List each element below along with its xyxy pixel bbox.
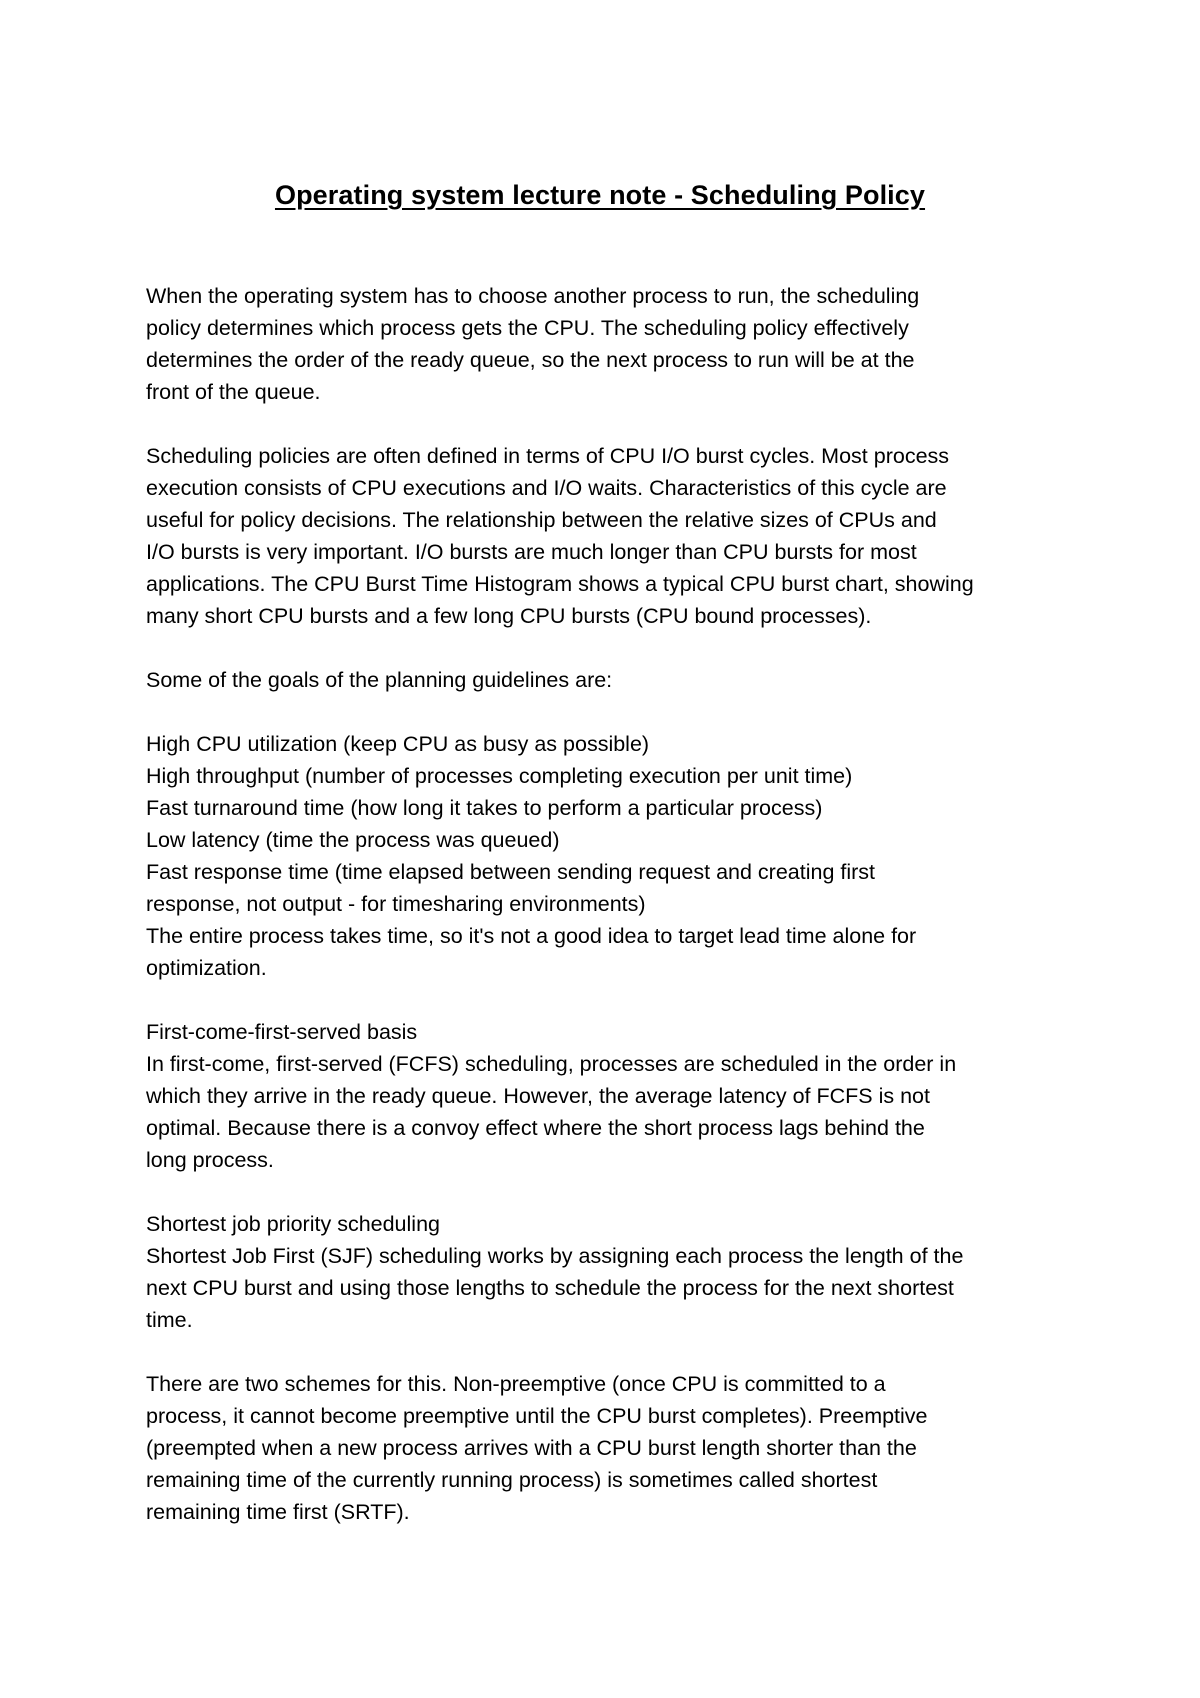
paragraph-sjf	[146, 1208, 1086, 1336]
document-title: Operating system lecture note - Scheduling Policy	[274, 180, 926, 210]
paragraph-schemes	[146, 1368, 1086, 1528]
paragraph-spacer	[146, 984, 1086, 1016]
text-line: applications. The CPU Burst Time Histogram shows a typical CPU burst chart, showing	[146, 572, 974, 596]
paragraph-spacer	[146, 408, 1086, 440]
text-line: long process.	[146, 1148, 274, 1172]
text-line: Low latency (time the process was queued)	[146, 828, 560, 852]
text-line: front of the queue.	[146, 380, 321, 404]
text-line: When the operating system has to choose another process to run, the scheduling	[146, 284, 920, 308]
text-line: optimization.	[146, 956, 267, 980]
text-line: process, it cannot become preemptive until the CPU burst completes). Preemptive	[146, 1404, 928, 1428]
text-line: Some of the goals of the planning guidelines are:	[146, 668, 613, 692]
paragraph-intro	[146, 280, 1086, 408]
text-line: There are two schemes for this. Non-preemptive (once CPU is committed to a	[146, 1372, 886, 1396]
text-line: next CPU burst and using those lengths to schedule the process for the next shortest	[146, 1276, 954, 1300]
text-line: I/O bursts is very important. I/O bursts are much longer than CPU bursts for most	[146, 540, 917, 564]
text-line: Fast turnaround time (how long it takes to perform a particular process)	[146, 796, 823, 820]
text-line: remaining time of the currently running process) is sometimes called shortest	[146, 1468, 878, 1492]
text-line: The entire process takes time, so it's not a good idea to target lead time alone for	[146, 924, 917, 948]
text-line: High CPU utilization (keep CPU as busy as possible)	[146, 732, 650, 756]
text-line: Fast response time (time elapsed between sending request and creating first	[146, 860, 876, 884]
text-line: response, not output - for timesharing environments)	[146, 892, 646, 916]
paragraph-burst-cycles	[146, 440, 1086, 632]
text-line: Scheduling policies are often defined in terms of CPU I/O burst cycles. Most process	[146, 444, 950, 468]
text-line: Shortest Job First (SJF) scheduling works by assigning each process the length of the	[146, 1244, 964, 1268]
paragraph-spacer	[146, 632, 1086, 664]
text-line: execution consists of CPU executions and I/O waits. Characteristics of this cycle are	[146, 476, 947, 500]
text-line: High throughput (number of processes completing execution per unit time)	[146, 764, 853, 788]
text-line: optimal. Because there is a convoy effect where the short process lags behind the	[146, 1116, 925, 1140]
text-line: Shortest job priority scheduling	[146, 1212, 440, 1236]
text-line: policy determines which process gets the CPU. The scheduling policy effectively	[146, 316, 909, 340]
paragraph-goals-list	[146, 728, 1086, 984]
text-line: First-come-first-served basis	[146, 1020, 418, 1044]
text-line: many short CPU bursts and a few long CPU bursts (CPU bound processes).	[146, 604, 872, 628]
text-line: which they arrive in the ready queue. However, the average latency of FCFS is not	[146, 1084, 930, 1108]
text-line: determines the order of the ready queue, so the next process to run will be at the	[146, 348, 915, 372]
text-line: time.	[146, 1308, 193, 1332]
paragraph-goals-intro	[146, 664, 1086, 696]
text-line: In first-come, first-served (FCFS) scheduling, processes are scheduled in the order in	[146, 1052, 957, 1076]
paragraph-fcfs	[146, 1016, 1086, 1176]
paragraph-spacer	[146, 1336, 1086, 1368]
text-line: useful for policy decisions. The relationship between the relative sizes of CPUs and	[146, 508, 937, 532]
document-body	[146, 280, 1086, 1528]
paragraph-spacer	[146, 1176, 1086, 1208]
text-line: (preempted when a new process arrives with a CPU burst length shorter than the	[146, 1436, 917, 1460]
paragraph-spacer	[146, 696, 1086, 728]
text-line: remaining time first (SRTF).	[146, 1500, 410, 1524]
